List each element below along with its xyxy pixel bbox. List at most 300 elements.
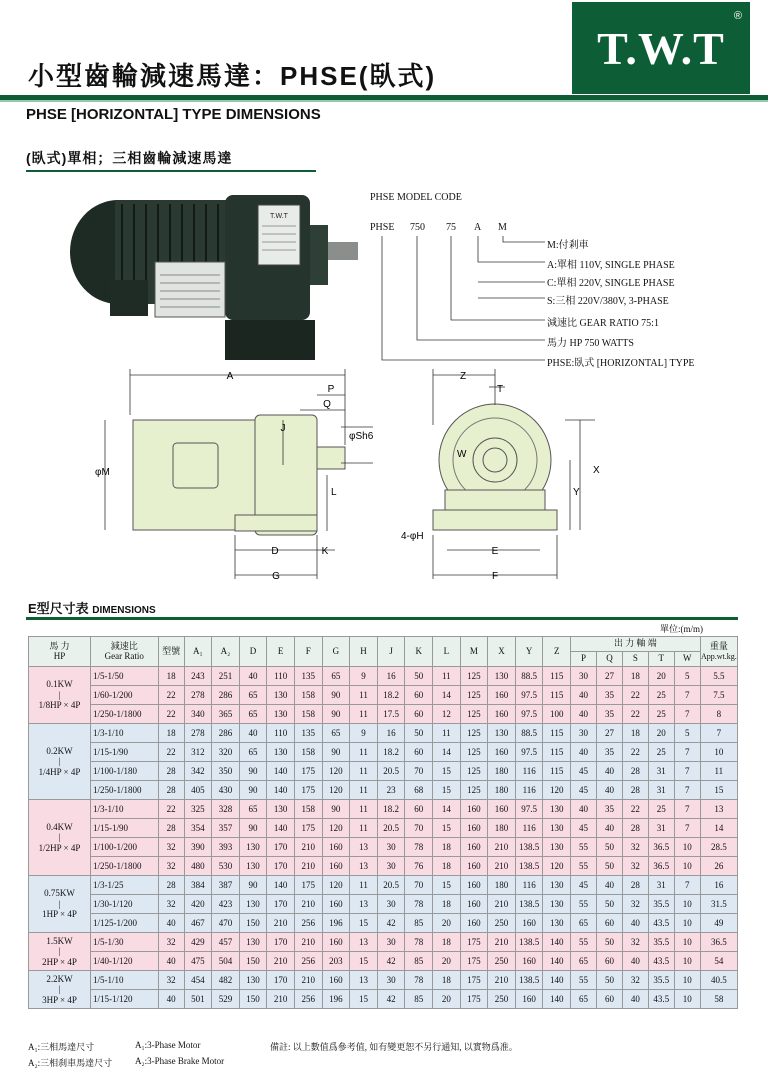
table-row: [29, 724, 738, 743]
unit-label: 單位:(m/m): [660, 624, 703, 634]
dim-label-T: T: [497, 384, 504, 395]
table-cell: 286: [212, 686, 240, 705]
footnote-remark: 備註: 以上數值爲參考值, 如有變更恕不另行通知, 以實物爲准。: [270, 1042, 518, 1052]
table-cell: 35: [596, 800, 622, 819]
table-row: [29, 876, 738, 895]
table-cell: 120: [543, 857, 571, 876]
table-cell: 12: [433, 705, 461, 724]
table-cell: 158: [294, 705, 322, 724]
footnote-a1-en: A₁:3-Phase Motor: [135, 1040, 201, 1050]
table-cell: 115: [543, 762, 571, 781]
table-cell: 175: [294, 876, 322, 895]
table-cell: 125: [460, 667, 488, 686]
table-cell: 90: [322, 743, 350, 762]
table-cell: 140: [543, 933, 571, 952]
table-cell: 15: [433, 781, 461, 800]
table-cell: 210: [267, 914, 295, 933]
table-cell: 90: [239, 781, 267, 800]
ratio-cell: 1/5-1/10: [90, 971, 158, 990]
model-code-part: 750: [410, 222, 425, 233]
table-cell: 18: [433, 933, 461, 952]
table-cell: 18.2: [377, 686, 405, 705]
table-cell: 480: [184, 857, 212, 876]
table-cell: 10: [674, 895, 700, 914]
table-cell: 210: [294, 895, 322, 914]
table-cell: 30: [377, 838, 405, 857]
table-cell: 250: [488, 990, 516, 1009]
table-cell: 210: [488, 838, 516, 857]
table-cell: 10: [674, 990, 700, 1009]
table-cell: 140: [543, 952, 571, 971]
table-cell: 45: [571, 876, 597, 895]
model-code-part: M: [498, 222, 507, 233]
table-cell: 25: [648, 743, 674, 762]
table-cell: 160: [515, 952, 543, 971]
table-cell: 115: [543, 667, 571, 686]
table-cell: 31.5: [700, 895, 737, 914]
hp-line: |: [58, 832, 61, 843]
table-cell: 175: [460, 971, 488, 990]
table-cell: 28: [622, 781, 648, 800]
table-cell: 7: [674, 819, 700, 838]
table-cell: 90: [322, 686, 350, 705]
table-row: [29, 990, 738, 1009]
header-col: D: [239, 637, 267, 667]
table-cell: 28: [622, 876, 648, 895]
table-cell: 180: [488, 781, 516, 800]
table-cell: 90: [322, 705, 350, 724]
table-row: [29, 743, 738, 762]
model-code-part: PHSE: [370, 222, 395, 233]
table-cell: 115: [543, 743, 571, 762]
table-cell: 467: [184, 914, 212, 933]
header-col: Z: [543, 637, 571, 667]
table-cell: 210: [267, 990, 295, 1009]
table-row: [29, 686, 738, 705]
table-cell: 90: [239, 819, 267, 838]
table-cell: 130: [239, 971, 267, 990]
table-cell: 170: [267, 933, 295, 952]
table-cell: 32: [158, 857, 184, 876]
table-cell: 20: [433, 952, 461, 971]
dim-label-Z: Z: [459, 371, 467, 382]
hp-line: |: [58, 946, 61, 957]
table-cell: 130: [239, 857, 267, 876]
table-cell: 10: [674, 952, 700, 971]
table-cell: 170: [267, 971, 295, 990]
table-cell: 325: [184, 800, 212, 819]
page-title: 小型齒輪減速馬達：PHSE(臥式): [28, 61, 437, 91]
table-cell: 7: [674, 705, 700, 724]
footnote-a2: A₂:三相刹車馬達尺寸: [28, 1058, 113, 1068]
ratio-cell: 1/100-1/180: [90, 762, 158, 781]
table-cell: 43.5: [648, 952, 674, 971]
table-cell: 17.5: [377, 705, 405, 724]
ratio-cell: 1/30-1/120: [90, 895, 158, 914]
table-cell: 150: [239, 952, 267, 971]
table-cell: 138.5: [515, 933, 543, 952]
table-cell: 120: [322, 781, 350, 800]
table-cell: 7.5: [700, 686, 737, 705]
table-cell: 85: [405, 990, 433, 1009]
ratio-cell: 1/250-1/1800: [90, 781, 158, 800]
table-cell: 138.5: [515, 895, 543, 914]
table-cell: 35.5: [648, 895, 674, 914]
table-cell: 40: [158, 990, 184, 1009]
table-cell: 65: [322, 667, 350, 686]
table-cell: 50: [405, 667, 433, 686]
table-cell: 170: [267, 857, 295, 876]
table-cell: 27: [596, 724, 622, 743]
table-row: [29, 819, 738, 838]
table-cell: 160: [322, 933, 350, 952]
table-cell: 7: [674, 781, 700, 800]
footnote-a2-en: A₂:3-Phase Brake Motor: [135, 1056, 225, 1066]
table-cell: 28: [158, 876, 184, 895]
table-cell: 28: [622, 819, 648, 838]
table-cell: 40: [571, 686, 597, 705]
table-cell: 40: [622, 952, 648, 971]
table-cell: 130: [488, 667, 516, 686]
table-row: [29, 914, 738, 933]
model-code-leaders: [360, 232, 550, 370]
table-cell: 140: [267, 876, 295, 895]
table-cell: 15: [700, 781, 737, 800]
table-cell: 15: [433, 876, 461, 895]
table-cell: 7: [674, 743, 700, 762]
header-shaft-col: S: [622, 652, 648, 667]
dim-label-X: X: [593, 465, 600, 476]
table-row: [29, 800, 738, 819]
table-cell: 210: [488, 895, 516, 914]
table-cell: 5: [674, 667, 700, 686]
table-cell: 20.5: [377, 762, 405, 781]
table-cell: 9: [350, 667, 378, 686]
ratio-cell: 1/15-1/90: [90, 819, 158, 838]
table-cell: 28: [622, 762, 648, 781]
hp-cell: [29, 724, 91, 800]
table-cell: 11: [350, 781, 378, 800]
table-cell: 429: [184, 933, 212, 952]
table-cell: 25: [648, 705, 674, 724]
table-cell: 529: [212, 990, 240, 1009]
table-cell: 11: [433, 724, 461, 743]
table-cell: 35: [596, 705, 622, 724]
hp-cell: [29, 933, 91, 971]
table-cell: 130: [267, 743, 295, 762]
ratio-cell: 1/5-1/30: [90, 933, 158, 952]
table-cell: 35: [596, 743, 622, 762]
table-cell: 138.5: [515, 971, 543, 990]
ratio-cell: 1/15-1/120: [90, 990, 158, 1009]
table-cell: 130: [543, 876, 571, 895]
table-cell: 60: [596, 914, 622, 933]
section-heading: (臥式)單相；三相齒輪減速馬達: [26, 150, 233, 166]
table-cell: 28.5: [700, 838, 737, 857]
table-cell: 20: [648, 667, 674, 686]
table-cell: 140: [267, 781, 295, 800]
table-cell: 40: [596, 876, 622, 895]
table-cell: 405: [184, 781, 212, 800]
table-cell: 50: [596, 895, 622, 914]
table-cell: 160: [488, 686, 516, 705]
header-ratio: 減速比 Gear Ratio: [90, 637, 158, 667]
table-cell: 43.5: [648, 990, 674, 1009]
table-cell: 130: [488, 724, 516, 743]
ratio-cell: 1/250-1/1800: [90, 857, 158, 876]
table-row: [29, 762, 738, 781]
table-cell: 13: [700, 800, 737, 819]
table-cell: 18: [158, 667, 184, 686]
table-cell: 15: [350, 914, 378, 933]
header-col: A₁: [184, 637, 212, 667]
table-cell: 11: [350, 686, 378, 705]
table-cell: 11: [433, 667, 461, 686]
table-cell: 160: [460, 819, 488, 838]
table-cell: 65: [571, 990, 597, 1009]
table-row: [29, 952, 738, 971]
table-cell: 88.5: [515, 724, 543, 743]
table-cell: 16: [377, 724, 405, 743]
table-cell: 7: [674, 762, 700, 781]
table-cell: 256: [294, 914, 322, 933]
table-cell: 120: [322, 876, 350, 895]
table-cell: 116: [515, 819, 543, 838]
table-cell: 30: [377, 933, 405, 952]
table-cell: 50: [596, 857, 622, 876]
hp-line: |: [58, 984, 61, 995]
dim-label-Q: Q: [323, 399, 331, 410]
table-cell: 35.5: [648, 971, 674, 990]
table-cell: 160: [460, 838, 488, 857]
table-cell: 30: [377, 971, 405, 990]
table-cell: 160: [460, 800, 488, 819]
table-cell: 115: [543, 724, 571, 743]
ratio-cell: 1/3-1/10: [90, 800, 158, 819]
table-cell: 55: [571, 971, 597, 990]
table-cell: 130: [267, 705, 295, 724]
table-cell: 65: [239, 743, 267, 762]
table-cell: 18: [158, 724, 184, 743]
table-cell: 160: [460, 914, 488, 933]
table-cell: 70: [405, 819, 433, 838]
ratio-cell: 1/250-1/1800: [90, 705, 158, 724]
table-cell: 18: [433, 895, 461, 914]
table-cell: 158: [294, 686, 322, 705]
table-cell: 40: [622, 990, 648, 1009]
table-cell: 138.5: [515, 838, 543, 857]
table-cell: 125: [460, 762, 488, 781]
table-cell: 160: [488, 705, 516, 724]
table-cell: 14: [433, 800, 461, 819]
table-cell: 65: [239, 705, 267, 724]
table-cell: 158: [294, 743, 322, 762]
header-col: G: [322, 637, 350, 667]
table-cell: 120: [322, 819, 350, 838]
table-cell: 384: [184, 876, 212, 895]
table-cell: 22: [622, 743, 648, 762]
table-cell: 7: [700, 724, 737, 743]
dim-label-H: 4-φH: [401, 531, 424, 542]
table-cell: 31: [648, 876, 674, 895]
header-col: L: [433, 637, 461, 667]
table-cell: 340: [184, 705, 212, 724]
table-cell: 42: [377, 952, 405, 971]
dimensions-table: [28, 636, 738, 1009]
table-row: [29, 705, 738, 724]
table-cell: 55: [571, 895, 597, 914]
table-cell: 10: [674, 838, 700, 857]
header-col: E: [267, 637, 295, 667]
table-row: [29, 781, 738, 800]
table-cell: 11: [350, 819, 378, 838]
table-cell: 40: [158, 952, 184, 971]
dim-label-A: A: [226, 371, 234, 382]
table-cell: 11: [350, 762, 378, 781]
table-cell: 42: [377, 990, 405, 1009]
table-cell: 22: [622, 705, 648, 724]
table-cell: 365: [212, 705, 240, 724]
dim-label-G: G: [272, 571, 280, 582]
table-cell: 150: [239, 990, 267, 1009]
table-cell: 482: [212, 971, 240, 990]
table-cell: 13: [350, 895, 378, 914]
table-cell: 243: [184, 667, 212, 686]
table-cell: 130: [543, 819, 571, 838]
model-code-item: 馬力 HP 750 WATTS: [547, 338, 634, 349]
table-cell: 286: [212, 724, 240, 743]
table-cell: 11: [350, 705, 378, 724]
table-cell: 65: [239, 800, 267, 819]
table-cell: 210: [488, 857, 516, 876]
table-cell: 135: [294, 724, 322, 743]
table-cell: 5.5: [700, 667, 737, 686]
table-cell: 22: [158, 800, 184, 819]
motor-photo: [60, 180, 360, 365]
model-code-item: C:單相 220V, SINGLE PHASE: [547, 278, 675, 289]
dim-label-M: φM: [95, 467, 110, 478]
dim-label-D: D: [271, 546, 279, 557]
table-cell: 175: [460, 933, 488, 952]
table-cell: 58: [700, 990, 737, 1009]
table-cell: 65: [239, 686, 267, 705]
dim-label-J: J: [280, 423, 286, 434]
table-cell: 100: [543, 705, 571, 724]
table-cell: 125: [460, 686, 488, 705]
table-cell: 256: [294, 952, 322, 971]
table-cell: 125: [460, 724, 488, 743]
header-col: F: [294, 637, 322, 667]
table-cell: 196: [322, 990, 350, 1009]
table-cell: 15: [350, 952, 378, 971]
dim-label-W: W: [457, 449, 467, 460]
table-row: [29, 667, 738, 686]
table-cell: 160: [488, 800, 516, 819]
table-cell: 160: [322, 838, 350, 857]
table-cell: 40.5: [700, 971, 737, 990]
table-cell: 97.5: [515, 743, 543, 762]
table-cell: 140: [267, 819, 295, 838]
table-cell: 50: [405, 724, 433, 743]
table-cell: 160: [460, 895, 488, 914]
table-cell: 18: [433, 971, 461, 990]
header-col: Y: [515, 637, 543, 667]
table-cell: 11: [350, 743, 378, 762]
logo-text: T.W.T: [597, 22, 725, 74]
table-cell: 10: [674, 933, 700, 952]
table-cell: 10: [674, 914, 700, 933]
table-cell: 10: [674, 857, 700, 876]
table-cell: 42: [377, 914, 405, 933]
table-cell: 90: [322, 800, 350, 819]
table-cell: 530: [212, 857, 240, 876]
hp-cell: [29, 971, 91, 1009]
table-cell: 45: [571, 762, 597, 781]
table-cell: 8: [700, 705, 737, 724]
dimensions-rule: [26, 617, 738, 620]
table-cell: 342: [184, 762, 212, 781]
table-cell: 390: [184, 838, 212, 857]
table-cell: 11: [350, 800, 378, 819]
table-cell: 45: [571, 819, 597, 838]
table-cell: 14: [700, 819, 737, 838]
model-code-item: PHSE:臥式 [HORIZONTAL] TYPE: [547, 358, 695, 369]
table-cell: 36.5: [648, 857, 674, 876]
model-code-part: 75: [446, 222, 456, 233]
table-cell: 25: [648, 800, 674, 819]
table-cell: 130: [239, 933, 267, 952]
table-cell: 160: [515, 914, 543, 933]
table-cell: 18.2: [377, 800, 405, 819]
table-cell: 32: [622, 971, 648, 990]
header-shaft-col: T: [648, 652, 674, 667]
hp-line: 3HP × 4P: [42, 994, 77, 1005]
table-cell: 125: [460, 705, 488, 724]
table-cell: 70: [405, 762, 433, 781]
table-row: [29, 933, 738, 952]
ratio-cell: 1/3-1/10: [90, 724, 158, 743]
table-cell: 116: [515, 762, 543, 781]
table-cell: 25: [648, 686, 674, 705]
ratio-cell: 1/100-1/200: [90, 838, 158, 857]
side-view-drawing: [95, 365, 395, 585]
ratio-cell: 1/5-1/50: [90, 667, 158, 686]
table-cell: 135: [294, 667, 322, 686]
table-cell: 150: [239, 914, 267, 933]
table-cell: 54: [700, 952, 737, 971]
table-cell: 175: [294, 781, 322, 800]
table-cell: 256: [294, 990, 322, 1009]
hp-line: 1/4HP × 4P: [38, 766, 81, 777]
table-cell: 116: [515, 876, 543, 895]
model-code-item: 減速比 GEAR RATIO 75:1: [547, 318, 659, 329]
table-cell: 130: [239, 895, 267, 914]
table-cell: 130: [543, 800, 571, 819]
dimensions-title-en: DIMENSIONS: [92, 605, 156, 616]
table-cell: 60: [405, 743, 433, 762]
table-cell: 18: [622, 724, 648, 743]
table-cell: 40: [571, 800, 597, 819]
table-cell: 160: [460, 876, 488, 895]
table-cell: 357: [212, 819, 240, 838]
table-cell: 393: [212, 838, 240, 857]
table-cell: 423: [212, 895, 240, 914]
table-cell: 22: [622, 800, 648, 819]
table-cell: 50: [596, 838, 622, 857]
table-cell: 40: [596, 762, 622, 781]
hp-cell: [29, 876, 91, 933]
nameplate-text: T.W.T: [270, 213, 288, 220]
